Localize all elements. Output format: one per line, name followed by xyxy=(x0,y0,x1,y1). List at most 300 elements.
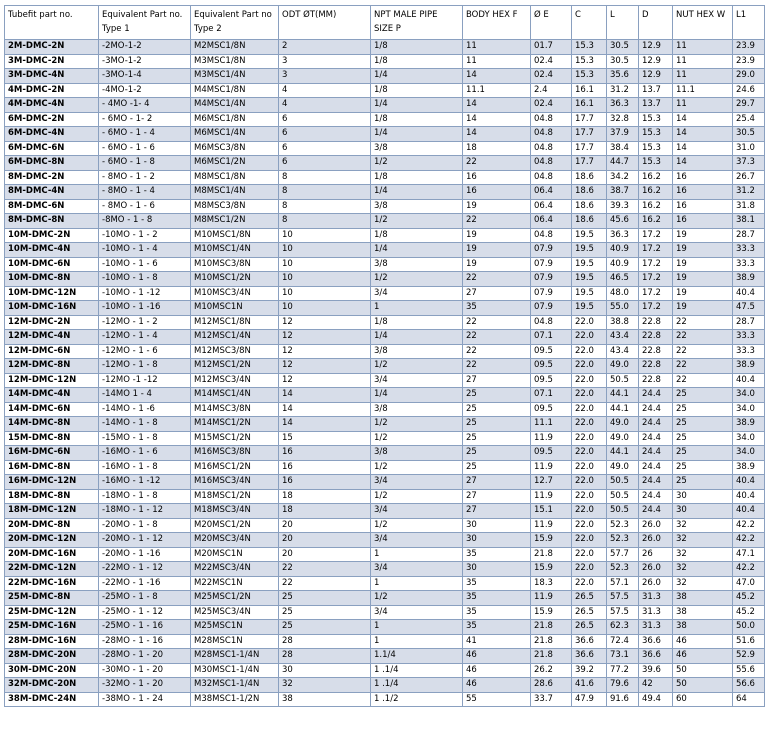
cell-body-hex: 27 xyxy=(463,475,531,490)
cell-equivalent-type-1: -12MO - 1 - 6 xyxy=(99,344,191,359)
cell-equivalent-type-2: M38MSC1-1/2N xyxy=(191,692,279,707)
cell-equivalent-type-1: -20MO - 1 - 8 xyxy=(99,518,191,533)
cell-diameter-e: 11.9 xyxy=(531,431,572,446)
cell-equivalent-type-1: -28MO - 1 - 16 xyxy=(99,634,191,649)
cell-body-hex: 55 xyxy=(463,692,531,707)
cell-c: 19.5 xyxy=(572,257,607,272)
cell-body-hex: 14 xyxy=(463,127,531,142)
cell-equivalent-type-2: M8MSC1/4N xyxy=(191,185,279,200)
table-row xyxy=(5,83,765,98)
cell-nut-hex: 30 xyxy=(673,504,733,519)
header-diameter-e: Ø E xyxy=(531,6,572,40)
cell-equivalent-type-2: M12MSC1/2N xyxy=(191,359,279,374)
cell-l: 35.6 xyxy=(607,69,639,84)
cell-l1: 23.9 xyxy=(733,54,765,69)
table-row xyxy=(5,344,765,359)
cell-odt: 12 xyxy=(279,330,371,345)
cell-d: 15.3 xyxy=(639,127,673,142)
cell-odt: 18 xyxy=(279,489,371,504)
cell-l1: 40.4 xyxy=(733,489,765,504)
cell-l: 40.9 xyxy=(607,243,639,258)
cell-tubefit-part-no: 16M-DMC-8N xyxy=(5,460,99,475)
cell-npt-size: 1/8 xyxy=(371,315,463,330)
cell-odt: 25 xyxy=(279,605,371,620)
cell-nut-hex: 11 xyxy=(673,54,733,69)
cell-tubefit-part-no: 14M-DMC-6N xyxy=(5,402,99,417)
cell-tubefit-part-no: 10M-DMC-16N xyxy=(5,301,99,316)
cell-body-hex: 19 xyxy=(463,199,531,214)
cell-diameter-e: 09.5 xyxy=(531,402,572,417)
cell-equivalent-type-2: M18MSC1/2N xyxy=(191,489,279,504)
table-row xyxy=(5,634,765,649)
cell-l1: 30.5 xyxy=(733,127,765,142)
cell-c: 26.5 xyxy=(572,591,607,606)
cell-equivalent-type-2: M10MSC1/4N xyxy=(191,243,279,258)
cell-nut-hex: 60 xyxy=(673,692,733,707)
cell-equivalent-type-1: -20MO - 1 -16 xyxy=(99,547,191,562)
cell-equivalent-type-1: - 6MO - 1 - 8 xyxy=(99,156,191,171)
cell-l1: 38.1 xyxy=(733,214,765,229)
cell-diameter-e: 07.9 xyxy=(531,301,572,316)
cell-nut-hex: 14 xyxy=(673,127,733,142)
cell-odt: 14 xyxy=(279,402,371,417)
cell-tubefit-part-no: 16M-DMC-12N xyxy=(5,475,99,490)
cell-l1: 42.2 xyxy=(733,562,765,577)
cell-l: 57.5 xyxy=(607,605,639,620)
cell-npt-size: 3/4 xyxy=(371,475,463,490)
cell-body-hex: 35 xyxy=(463,591,531,606)
cell-l1: 34.0 xyxy=(733,446,765,461)
cell-d: 22.8 xyxy=(639,315,673,330)
cell-body-hex: 46 xyxy=(463,678,531,693)
cell-equivalent-type-1: -12MO - 1 - 8 xyxy=(99,359,191,374)
cell-tubefit-part-no: 25M-DMC-8N xyxy=(5,591,99,606)
cell-c: 22.0 xyxy=(572,460,607,475)
table-row xyxy=(5,315,765,330)
cell-nut-hex: 11 xyxy=(673,40,733,55)
cell-nut-hex: 32 xyxy=(673,576,733,591)
cell-l: 30.5 xyxy=(607,40,639,55)
cell-l: 50.5 xyxy=(607,475,639,490)
cell-body-hex: 25 xyxy=(463,402,531,417)
cell-equivalent-type-2: M3MSC1/4N xyxy=(191,69,279,84)
cell-tubefit-part-no: 10M-DMC-12N xyxy=(5,286,99,301)
table-row xyxy=(5,504,765,519)
cell-equivalent-type-1: -10MO - 1 - 2 xyxy=(99,228,191,243)
cell-equivalent-type-2: M10MSC1/8N xyxy=(191,228,279,243)
cell-l1: 25.4 xyxy=(733,112,765,127)
cell-l: 50.5 xyxy=(607,373,639,388)
header-equivalent-type-2: Equivalent Part no Type 2 xyxy=(191,6,279,40)
cell-npt-size: 1/4 xyxy=(371,243,463,258)
cell-c: 17.7 xyxy=(572,112,607,127)
cell-npt-size: 1/2 xyxy=(371,214,463,229)
cell-tubefit-part-no: 10M-DMC-2N xyxy=(5,228,99,243)
cell-nut-hex: 50 xyxy=(673,663,733,678)
cell-equivalent-type-1: -3MO-1-2 xyxy=(99,54,191,69)
cell-c: 19.5 xyxy=(572,301,607,316)
cell-tubefit-part-no: 8M-DMC-6N xyxy=(5,199,99,214)
cell-npt-size: 1/8 xyxy=(371,112,463,127)
cell-npt-size: 1 xyxy=(371,301,463,316)
cell-equivalent-type-2: M28MSC1N xyxy=(191,634,279,649)
cell-l: 43.4 xyxy=(607,330,639,345)
cell-diameter-e: 11.9 xyxy=(531,460,572,475)
cell-nut-hex: 25 xyxy=(673,402,733,417)
cell-diameter-e: 06.4 xyxy=(531,214,572,229)
cell-tubefit-part-no: 6M-DMC-6N xyxy=(5,141,99,156)
cell-l: 52.3 xyxy=(607,533,639,548)
cell-c: 19.5 xyxy=(572,243,607,258)
cell-equivalent-type-1: - 8MO - 1 - 6 xyxy=(99,199,191,214)
table-row xyxy=(5,431,765,446)
cell-equivalent-type-1: -14MO - 1 -6 xyxy=(99,402,191,417)
cell-l1: 45.2 xyxy=(733,605,765,620)
cell-equivalent-type-2: M6MSC3/8N xyxy=(191,141,279,156)
cell-body-hex: 19 xyxy=(463,257,531,272)
cell-l: 79.6 xyxy=(607,678,639,693)
cell-equivalent-type-1: -12MO -1 -12 xyxy=(99,373,191,388)
cell-l: 44.1 xyxy=(607,388,639,403)
cell-odt: 2 xyxy=(279,40,371,55)
cell-body-hex: 18 xyxy=(463,141,531,156)
cell-c: 22.0 xyxy=(572,359,607,374)
cell-equivalent-type-1: -10MO - 1 - 6 xyxy=(99,257,191,272)
cell-diameter-e: 01.7 xyxy=(531,40,572,55)
cell-equivalent-type-2: M30MSC1-1/4N xyxy=(191,663,279,678)
cell-odt: 22 xyxy=(279,562,371,577)
table-row xyxy=(5,243,765,258)
cell-npt-size: 1 .1/2 xyxy=(371,692,463,707)
cell-c: 17.7 xyxy=(572,127,607,142)
cell-odt: 4 xyxy=(279,83,371,98)
cell-d: 39.6 xyxy=(639,663,673,678)
table-row xyxy=(5,417,765,432)
cell-nut-hex: 22 xyxy=(673,344,733,359)
cell-c: 22.0 xyxy=(572,446,607,461)
cell-tubefit-part-no: 16M-DMC-6N xyxy=(5,446,99,461)
cell-l1: 56.6 xyxy=(733,678,765,693)
cell-odt: 18 xyxy=(279,504,371,519)
cell-odt: 10 xyxy=(279,243,371,258)
cell-c: 22.0 xyxy=(572,533,607,548)
cell-d: 24.4 xyxy=(639,402,673,417)
cell-d: 15.3 xyxy=(639,141,673,156)
cell-l1: 42.2 xyxy=(733,518,765,533)
cell-nut-hex: 25 xyxy=(673,460,733,475)
cell-equivalent-type-1: - 8MO - 1 - 2 xyxy=(99,170,191,185)
cell-body-hex: 27 xyxy=(463,286,531,301)
cell-equivalent-type-1: - 6MO - 1 - 6 xyxy=(99,141,191,156)
cell-equivalent-type-1: - 6MO - 1- 2 xyxy=(99,112,191,127)
cell-tubefit-part-no: 28M-DMC-16N xyxy=(5,634,99,649)
cell-npt-size: 1/2 xyxy=(371,272,463,287)
table-row xyxy=(5,127,765,142)
cell-body-hex: 35 xyxy=(463,576,531,591)
cell-l: 57.7 xyxy=(607,547,639,562)
cell-npt-size: 3/4 xyxy=(371,605,463,620)
cell-c: 22.0 xyxy=(572,330,607,345)
cell-l1: 34.0 xyxy=(733,402,765,417)
cell-diameter-e: 04.8 xyxy=(531,315,572,330)
cell-d: 24.4 xyxy=(639,446,673,461)
cell-diameter-e: 07.9 xyxy=(531,257,572,272)
cell-tubefit-part-no: 12M-DMC-8N xyxy=(5,359,99,374)
cell-tubefit-part-no: 38M-DMC-24N xyxy=(5,692,99,707)
cell-body-hex: 11 xyxy=(463,54,531,69)
cell-npt-size: 1/2 xyxy=(371,460,463,475)
cell-nut-hex: 11 xyxy=(673,69,733,84)
cell-nut-hex: 32 xyxy=(673,547,733,562)
cell-d: 26.0 xyxy=(639,518,673,533)
cell-l: 62.3 xyxy=(607,620,639,635)
cell-c: 18.6 xyxy=(572,214,607,229)
cell-d: 22.8 xyxy=(639,359,673,374)
cell-npt-size: 1/8 xyxy=(371,40,463,55)
cell-tubefit-part-no: 6M-DMC-2N xyxy=(5,112,99,127)
cell-d: 17.2 xyxy=(639,272,673,287)
cell-odt: 10 xyxy=(279,286,371,301)
cell-l1: 47.5 xyxy=(733,301,765,316)
cell-tubefit-part-no: 18M-DMC-8N xyxy=(5,489,99,504)
cell-l: 34.2 xyxy=(607,170,639,185)
table-row xyxy=(5,649,765,664)
cell-diameter-e: 21.8 xyxy=(531,649,572,664)
cell-tubefit-part-no: 12M-DMC-12N xyxy=(5,373,99,388)
cell-nut-hex: 22 xyxy=(673,373,733,388)
cell-body-hex: 22 xyxy=(463,272,531,287)
cell-diameter-e: 04.8 xyxy=(531,228,572,243)
cell-npt-size: 1/8 xyxy=(371,228,463,243)
cell-d: 17.2 xyxy=(639,257,673,272)
cell-equivalent-type-2: M22MSC3/4N xyxy=(191,562,279,577)
cell-l1: 37.3 xyxy=(733,156,765,171)
cell-d: 16.2 xyxy=(639,170,673,185)
cell-odt: 14 xyxy=(279,388,371,403)
cell-d: 31.3 xyxy=(639,620,673,635)
cell-d: 15.3 xyxy=(639,112,673,127)
cell-l1: 47.1 xyxy=(733,547,765,562)
cell-d: 13.7 xyxy=(639,98,673,113)
cell-npt-size: 1/2 xyxy=(371,431,463,446)
cell-npt-size: 1/8 xyxy=(371,170,463,185)
cell-l1: 33.3 xyxy=(733,330,765,345)
cell-diameter-e: 02.4 xyxy=(531,54,572,69)
cell-tubefit-part-no: 14M-DMC-4N xyxy=(5,388,99,403)
cell-equivalent-type-1: - 8MO - 1 - 4 xyxy=(99,185,191,200)
cell-l: 72.4 xyxy=(607,634,639,649)
cell-d: 26.0 xyxy=(639,533,673,548)
cell-tubefit-part-no: 22M-DMC-16N xyxy=(5,576,99,591)
cell-diameter-e: 15.9 xyxy=(531,533,572,548)
cell-equivalent-type-2: M4MSC1/4N xyxy=(191,98,279,113)
header-body-hex: BODY HEX F xyxy=(463,6,531,40)
cell-odt: 6 xyxy=(279,127,371,142)
cell-odt: 20 xyxy=(279,547,371,562)
cell-diameter-e: 07.9 xyxy=(531,272,572,287)
cell-d: 22.8 xyxy=(639,330,673,345)
cell-odt: 8 xyxy=(279,199,371,214)
cell-l1: 38.9 xyxy=(733,417,765,432)
cell-l: 49.0 xyxy=(607,417,639,432)
cell-tubefit-part-no: 15M-DMC-8N xyxy=(5,431,99,446)
cell-odt: 28 xyxy=(279,634,371,649)
cell-diameter-e: 11.1 xyxy=(531,417,572,432)
header-npt-male-pipe-size: NPT MALE PIPE SIZE P xyxy=(371,6,463,40)
cell-nut-hex: 32 xyxy=(673,562,733,577)
cell-odt: 25 xyxy=(279,620,371,635)
cell-equivalent-type-2: M10MSC1/2N xyxy=(191,272,279,287)
cell-equivalent-type-1: -12MO - 1 - 2 xyxy=(99,315,191,330)
cell-d: 12.9 xyxy=(639,54,673,69)
cell-tubefit-part-no: 12M-DMC-6N xyxy=(5,344,99,359)
cell-npt-size: 1 xyxy=(371,634,463,649)
cell-c: 17.7 xyxy=(572,141,607,156)
cell-l1: 28.7 xyxy=(733,315,765,330)
cell-d: 24.4 xyxy=(639,504,673,519)
cell-nut-hex: 32 xyxy=(673,533,733,548)
cell-d: 42 xyxy=(639,678,673,693)
cell-l: 43.4 xyxy=(607,344,639,359)
cell-nut-hex: 16 xyxy=(673,214,733,229)
cell-equivalent-type-1: -22MO - 1 - 12 xyxy=(99,562,191,577)
cell-odt: 30 xyxy=(279,663,371,678)
cell-tubefit-part-no: 3M-DMC-2N xyxy=(5,54,99,69)
cell-d: 26.0 xyxy=(639,576,673,591)
cell-l1: 28.7 xyxy=(733,228,765,243)
cell-tubefit-part-no: 4M-DMC-2N xyxy=(5,83,99,98)
cell-nut-hex: 16 xyxy=(673,185,733,200)
cell-d: 22.8 xyxy=(639,373,673,388)
cell-tubefit-part-no: 12M-DMC-4N xyxy=(5,330,99,345)
cell-diameter-e: 04.8 xyxy=(531,170,572,185)
cell-l1: 34.0 xyxy=(733,388,765,403)
cell-d: 31.3 xyxy=(639,591,673,606)
cell-tubefit-part-no: 10M-DMC-6N xyxy=(5,257,99,272)
cell-equivalent-type-1: -4MO-1-2 xyxy=(99,83,191,98)
cell-l1: 24.6 xyxy=(733,83,765,98)
table-row xyxy=(5,301,765,316)
cell-body-hex: 14 xyxy=(463,112,531,127)
cell-l1: 45.2 xyxy=(733,591,765,606)
cell-odt: 32 xyxy=(279,678,371,693)
cell-l1: 26.7 xyxy=(733,170,765,185)
table-row xyxy=(5,591,765,606)
cell-nut-hex: 19 xyxy=(673,243,733,258)
cell-odt: 3 xyxy=(279,54,371,69)
cell-equivalent-type-2: M12MSC3/8N xyxy=(191,344,279,359)
cell-d: 16.2 xyxy=(639,214,673,229)
table-body xyxy=(5,40,765,707)
cell-npt-size: 1/2 xyxy=(371,489,463,504)
cell-odt: 10 xyxy=(279,257,371,272)
cell-body-hex: 25 xyxy=(463,388,531,403)
table-row xyxy=(5,663,765,678)
cell-c: 22.0 xyxy=(572,562,607,577)
table-row xyxy=(5,69,765,84)
cell-npt-size: 3/4 xyxy=(371,533,463,548)
cell-odt: 10 xyxy=(279,301,371,316)
cell-c: 22.0 xyxy=(572,344,607,359)
table-row xyxy=(5,402,765,417)
cell-l: 91.6 xyxy=(607,692,639,707)
cell-tubefit-part-no: 20M-DMC-12N xyxy=(5,533,99,548)
cell-l1: 51.6 xyxy=(733,634,765,649)
cell-tubefit-part-no: 14M-DMC-8N xyxy=(5,417,99,432)
cell-equivalent-type-2: M4MSC1/8N xyxy=(191,83,279,98)
cell-diameter-e: 09.5 xyxy=(531,344,572,359)
cell-d: 24.4 xyxy=(639,460,673,475)
cell-d: 13.7 xyxy=(639,83,673,98)
cell-equivalent-type-2: M16MSC1/2N xyxy=(191,460,279,475)
cell-diameter-e: 21.8 xyxy=(531,634,572,649)
cell-diameter-e: 07.1 xyxy=(531,330,572,345)
cell-body-hex: 27 xyxy=(463,489,531,504)
cell-odt: 8 xyxy=(279,185,371,200)
cell-l1: 52.9 xyxy=(733,649,765,664)
cell-npt-size: 1/4 xyxy=(371,127,463,142)
table-row xyxy=(5,576,765,591)
cell-equivalent-type-1: -15MO - 1 - 8 xyxy=(99,431,191,446)
cell-equivalent-type-2: M2MSC1/8N xyxy=(191,40,279,55)
table-row xyxy=(5,460,765,475)
cell-equivalent-type-1: -22MO - 1 -16 xyxy=(99,576,191,591)
cell-diameter-e: 07.9 xyxy=(531,286,572,301)
cell-c: 22.0 xyxy=(572,576,607,591)
cell-equivalent-type-2: M10MSC3/4N xyxy=(191,286,279,301)
header-nut-hex: NUT HEX W xyxy=(673,6,733,40)
cell-d: 17.2 xyxy=(639,301,673,316)
cell-npt-size: 1/2 xyxy=(371,591,463,606)
cell-c: 16.1 xyxy=(572,83,607,98)
cell-tubefit-part-no: 3M-DMC-4N xyxy=(5,69,99,84)
cell-c: 22.0 xyxy=(572,518,607,533)
cell-tubefit-part-no: 8M-DMC-8N xyxy=(5,214,99,229)
cell-c: 36.6 xyxy=(572,634,607,649)
table-row xyxy=(5,214,765,229)
cell-d: 36.6 xyxy=(639,649,673,664)
cell-body-hex: 14 xyxy=(463,98,531,113)
cell-d: 24.4 xyxy=(639,475,673,490)
cell-c: 19.5 xyxy=(572,272,607,287)
table-row xyxy=(5,446,765,461)
cell-tubefit-part-no: 32M-DMC-20N xyxy=(5,678,99,693)
cell-diameter-e: 04.8 xyxy=(531,156,572,171)
cell-tubefit-part-no: 20M-DMC-8N xyxy=(5,518,99,533)
cell-equivalent-type-1: - 6MO - 1 - 4 xyxy=(99,127,191,142)
cell-body-hex: 25 xyxy=(463,431,531,446)
cell-c: 22.0 xyxy=(572,373,607,388)
cell-equivalent-type-2: M18MSC3/4N xyxy=(191,504,279,519)
cell-odt: 20 xyxy=(279,533,371,548)
cell-equivalent-type-1: -12MO - 1 - 4 xyxy=(99,330,191,345)
cell-odt: 16 xyxy=(279,475,371,490)
cell-diameter-e: 04.8 xyxy=(531,127,572,142)
cell-nut-hex: 19 xyxy=(673,257,733,272)
cell-npt-size: 1/2 xyxy=(371,518,463,533)
cell-equivalent-type-2: M8MSC3/8N xyxy=(191,199,279,214)
cell-l: 37.9 xyxy=(607,127,639,142)
cell-diameter-e: 06.4 xyxy=(531,199,572,214)
cell-diameter-e: 28.6 xyxy=(531,678,572,693)
cell-diameter-e: 09.5 xyxy=(531,373,572,388)
cell-l1: 47.0 xyxy=(733,576,765,591)
cell-l1: 31.2 xyxy=(733,185,765,200)
cell-equivalent-type-2: M25MSC1/2N xyxy=(191,591,279,606)
cell-c: 26.5 xyxy=(572,605,607,620)
cell-body-hex: 22 xyxy=(463,214,531,229)
cell-equivalent-type-1: -30MO - 1 - 20 xyxy=(99,663,191,678)
